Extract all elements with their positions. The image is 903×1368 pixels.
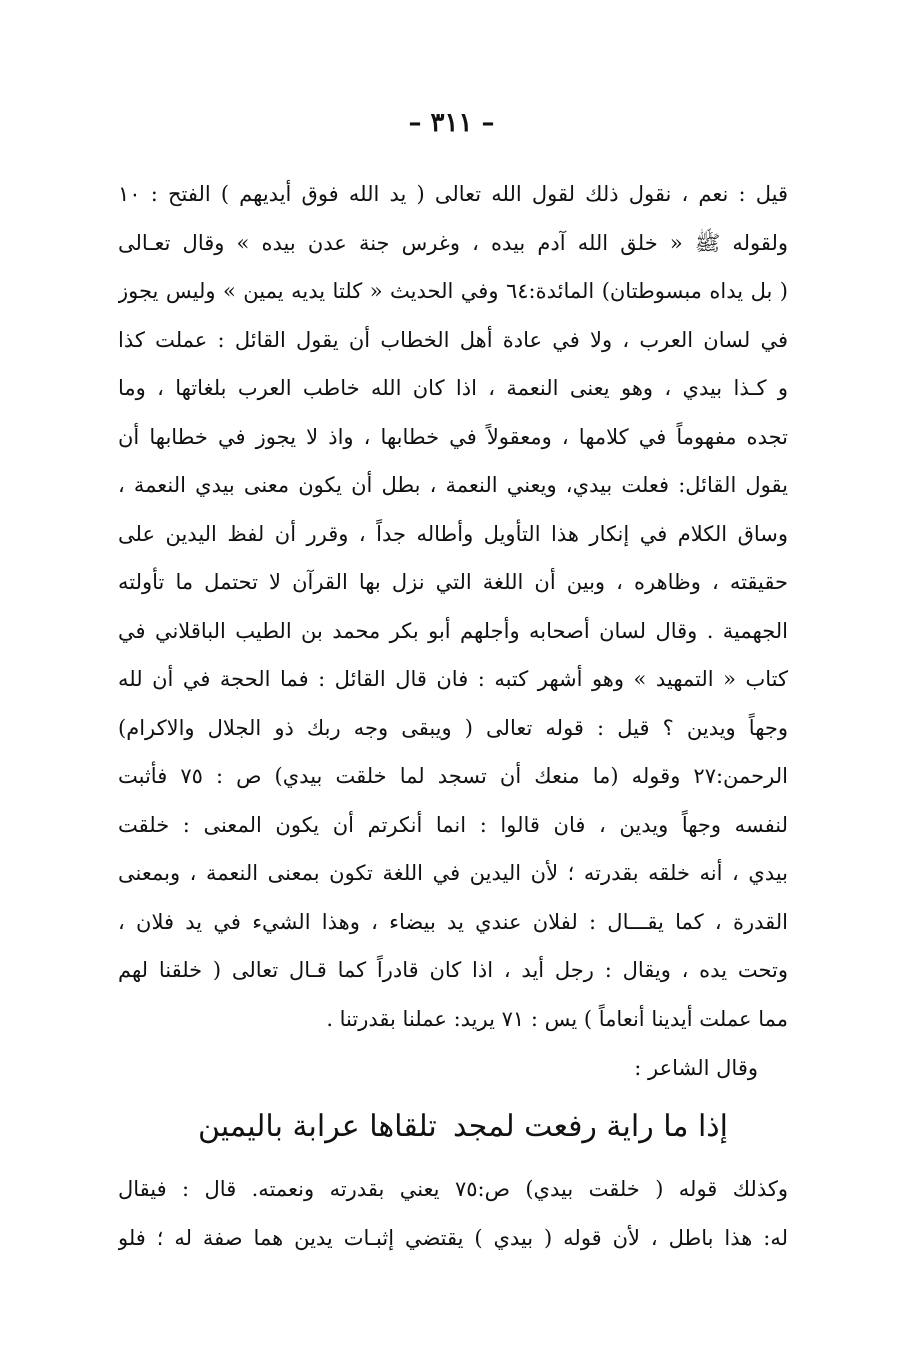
text-line: بيدي ، أنه خلقه بقدرته ؛ لأن اليدين في اللغة تكون بمعنى النعمة ، وبمعنى	[118, 861, 788, 885]
text-line: وساق الكلام في إنكار هذا التأويل وأطاله جداً ، وقرر أن لفظ اليدين على	[118, 521, 788, 546]
text-line: تجده مفهوماً في كلامها ، ومعقولاً في خطابها ، واذ لا يجوز في خطابها أن	[118, 424, 788, 449]
text-line: وتحت يده ، ويقال : رجل أيد ، اذا كان قادراً كما قـال تعالى ( خلقنا لهم	[118, 958, 788, 982]
text-line: لنفسه وجهاً ويدين ، فان قالوا : انما أنكرتم أن يكون المعنى : خلقت	[118, 812, 788, 837]
text-line: قيل : نعم ، نقول ذلك لقول الله تعالى ( يد الله فوق أيديهم ) الفتح : ١٠	[118, 182, 788, 206]
text-line: القدرة ، كما يقـــال : لفلان عندي يد بيضاء ، وهذا الشيء في يد فلان ،	[118, 909, 788, 934]
text-line: وكذلك قوله ( خلقت بيدي) ص:٧٥ يعني بقدرته ونعمته. قال : فيقال	[118, 1177, 788, 1201]
text-line: و كـذا بيدي ، وهو يعنى النعمة ، اذا كان الله خاطب العرب بلغاتها ، وما	[118, 376, 788, 400]
text-line: كتاب « التمهيد » وهو أشهر كتبه : فان قال القائل : فما الحجة في أن لله	[118, 667, 788, 691]
text-line: الرحمن:٢٧ وقوله (ما منعك أن تسجد لما خلقت بيدي) ص : ٧٥ فأثبت	[118, 764, 788, 788]
text-line: له: هذا باطل ، لأن قوله ( بيدي ) يقتضي إثبـات يدين هما صفة له ؛ فلو	[118, 1225, 788, 1250]
verse-second-hemistich: تلقاها عرابة باليمين	[198, 1109, 437, 1144]
text-line: يقول القائل: فعلت بيدي، ويعني النعمة ، بطل أن يكون معنى بيدي النعمة ،	[118, 473, 788, 497]
text-line: الجهمية . وقال لسان أصحابه وأجلهم أبو بكر محمد بن الطيب الباقلاني في	[118, 618, 788, 643]
verse-first-hemistich: إذا ما راية رفعت لمجد	[453, 1109, 728, 1144]
text-line: في لسان العرب ، ولا في عادة أهل الخطاب أن يقول القائل : عملت كذا	[118, 327, 788, 352]
main-text	[118, 170, 788, 1262]
poet-intro: وقال الشاعر :	[634, 1056, 758, 1080]
text-line: وجهاً ويدين ؟ قيل : قوله تعالى ( ويبقى وجه ربك ذو الجلال والاكرام)	[118, 715, 788, 740]
text-line: مما عملت أيدينا أنعاماً ) يس : ٧١ يريد: عملنا بقدرتنا .	[326, 1006, 788, 1031]
page-number: – ٣١١ –	[408, 108, 495, 138]
poetry-verse	[118, 1093, 788, 1161]
text-line: ( بل يداه مبسوطتان) المائدة:٦٤ وفي الحديث « كلتا يديه يمين » وليس يجوز	[118, 279, 788, 303]
text-line: ولقوله ﷺ « خلق الله آدم بيده ، وغرس جنة عدن بيده » وقال تعـالى	[118, 230, 788, 255]
text-line: حقيقته ، وظاهره ، وبين أن اللغة التي نزل بها القرآن لا تحتمل ما تأولته	[118, 570, 788, 594]
